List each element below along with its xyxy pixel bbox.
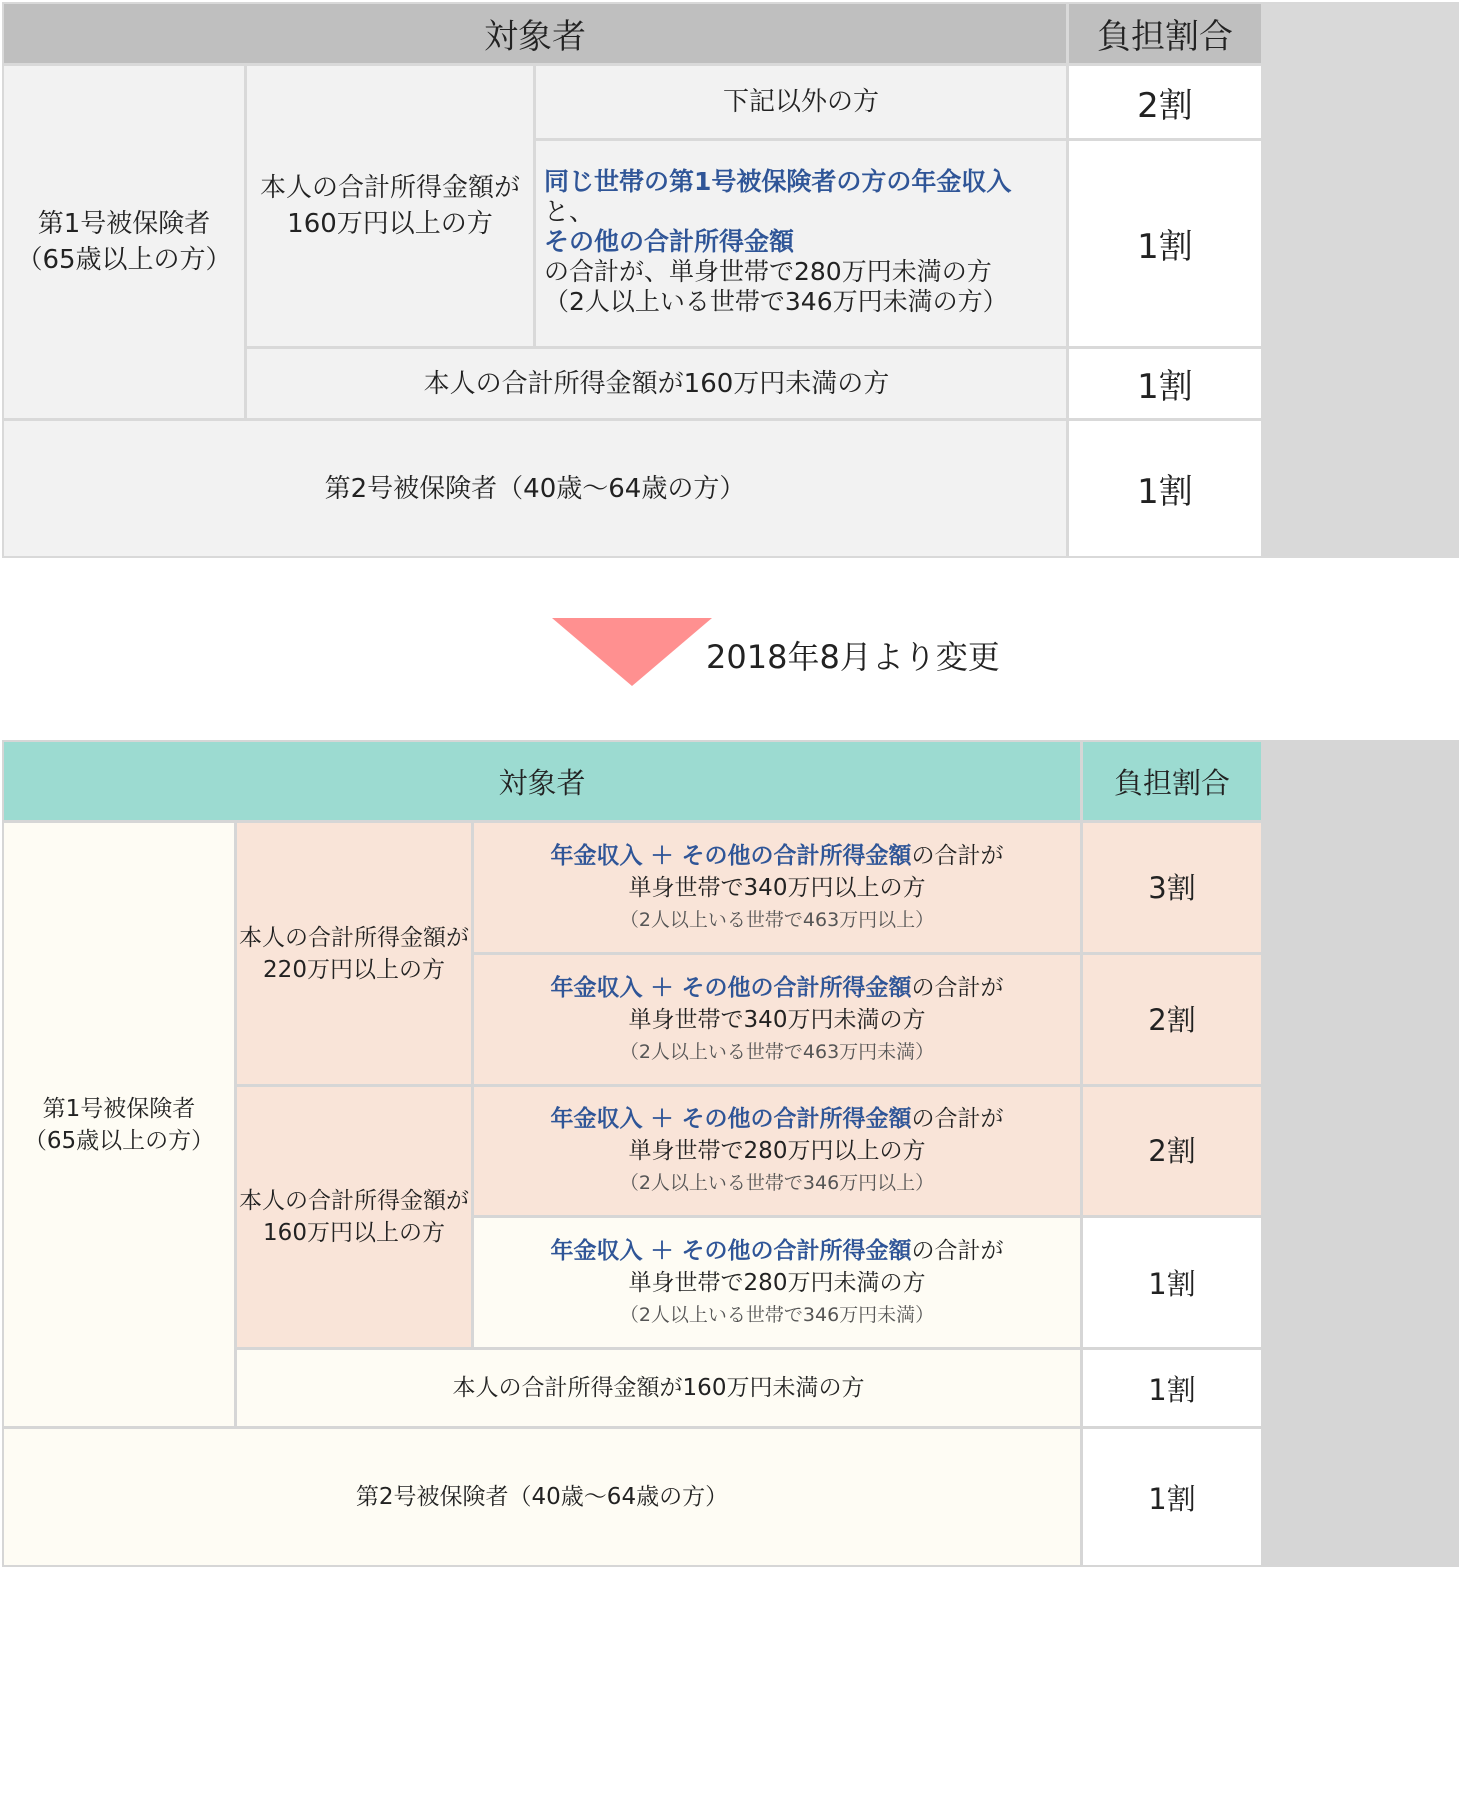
ratio-row-4: 1割 bbox=[1083, 1218, 1261, 1347]
condition-multi: （2人以上いる世帯で346万円未満の方） bbox=[544, 287, 1008, 316]
combined-income-condition bbox=[536, 141, 1066, 346]
category-1-line1: 第1号被保険者 bbox=[42, 1095, 196, 1122]
condition-multi: （2人以上いる世帯で463万円未満） bbox=[619, 1040, 935, 1063]
condition-row-4 bbox=[474, 1218, 1080, 1347]
ratio-row-1: 2割 bbox=[1069, 66, 1261, 138]
condition-prefix: 年金収入 ＋ その他の合計所得金額 bbox=[550, 974, 912, 1001]
ratio-row-3: 2割 bbox=[1083, 1087, 1261, 1215]
income-over-160-line1: 本人の合計所得金額が bbox=[259, 173, 520, 203]
condition-pension-income: 同じ世帯の第1号被保険者の方の年金収入 bbox=[544, 167, 1012, 196]
header-target: 対象者 bbox=[4, 742, 1080, 820]
condition-multi: （2人以上いる世帯で346万円以上） bbox=[619, 1172, 935, 1194]
condition-and: と、 bbox=[544, 197, 595, 226]
condition-prefix: 年金収入 ＋ その他の合計所得金額 bbox=[550, 842, 912, 869]
other-than-below: 下記以外の方 bbox=[536, 66, 1066, 138]
condition-row-1 bbox=[474, 823, 1080, 952]
ratio-row-3: 1割 bbox=[1069, 349, 1261, 418]
condition-single: 単身世帯で280万円未満の方 bbox=[628, 1269, 926, 1296]
ratio-row-5: 1割 bbox=[1083, 1350, 1261, 1426]
income-over-220 bbox=[237, 823, 471, 1084]
condition-suffix: の合計が bbox=[911, 842, 1004, 869]
header-target: 対象者 bbox=[4, 4, 1066, 63]
condition-suffix: の合計が bbox=[911, 1237, 1004, 1264]
header-ratio: 負担割合 bbox=[1069, 4, 1261, 63]
ratio-row-2: 2割 bbox=[1083, 955, 1261, 1084]
ratio-row-4: 1割 bbox=[1069, 421, 1261, 556]
change-note: 2018年8月より変更 bbox=[706, 638, 1000, 676]
ratio-row-2: 1割 bbox=[1069, 141, 1261, 346]
condition-multi: （2人以上いる世帯で463万円以上） bbox=[619, 908, 935, 931]
income-over-220-line2: 220万円以上の方 bbox=[263, 956, 445, 983]
category-1-line2: （65歳以上の方） bbox=[16, 245, 232, 275]
condition-row-3 bbox=[474, 1087, 1080, 1215]
ratio-row-1: 3割 bbox=[1083, 823, 1261, 952]
category-1 bbox=[4, 66, 244, 418]
condition-prefix: 年金収入 ＋ その他の合計所得金額 bbox=[550, 1237, 912, 1264]
condition-single: の合計が、単身世帯で280万円未満の方 bbox=[544, 257, 992, 286]
income-over-160 bbox=[237, 1087, 471, 1347]
category-1 bbox=[4, 823, 234, 1426]
condition-suffix: の合計が bbox=[911, 1106, 1004, 1132]
condition-other-income: その他の合計所得金額 bbox=[544, 227, 795, 256]
income-under-160: 本人の合計所得金額が160万円未満の方 bbox=[237, 1350, 1080, 1426]
down-arrow-icon bbox=[552, 618, 712, 686]
category-2: 第2号被保険者（40歳～64歳の方） bbox=[4, 421, 1066, 556]
income-over-160 bbox=[247, 66, 533, 346]
category-1-line1: 第1号被保険者 bbox=[37, 209, 211, 239]
header-ratio: 負担割合 bbox=[1083, 742, 1261, 820]
income-over-160-line2: 160万円以上の方 bbox=[263, 1220, 445, 1246]
condition-prefix: 年金収入 ＋ その他の合計所得金額 bbox=[550, 1106, 912, 1132]
condition-single: 単身世帯で280万円以上の方 bbox=[628, 1138, 926, 1164]
ratio-row-6: 1割 bbox=[1083, 1429, 1261, 1565]
income-over-160-line1: 本人の合計所得金額が bbox=[239, 1188, 469, 1214]
income-under-160: 本人の合計所得金額が160万円未満の方 bbox=[247, 349, 1066, 418]
condition-multi: （2人以上いる世帯で346万円未満） bbox=[619, 1303, 935, 1326]
income-over-220-line1: 本人の合計所得金額が bbox=[239, 924, 469, 951]
condition-row-2 bbox=[474, 955, 1080, 1084]
condition-single: 単身世帯で340万円未満の方 bbox=[628, 1006, 926, 1033]
category-1-line2: （65歳以上の方） bbox=[23, 1127, 215, 1154]
category-2: 第2号被保険者（40歳～64歳の方） bbox=[4, 1429, 1080, 1565]
income-over-160-line2: 160万円以上の方 bbox=[287, 209, 493, 239]
condition-single: 単身世帯で340万円以上の方 bbox=[628, 874, 926, 901]
condition-suffix: の合計が bbox=[911, 974, 1004, 1001]
